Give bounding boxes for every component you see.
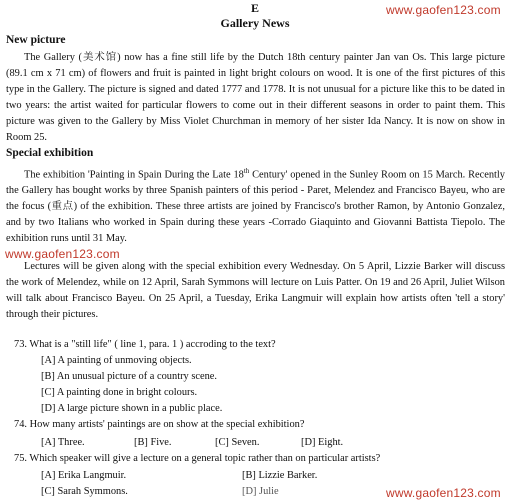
q75-option-b: [B] Lizzie Barker. <box>242 470 318 481</box>
question-73: 73. What is a "still life" ( line 1, para. 1 ) accroding to the text? <box>14 339 276 350</box>
superscript-th: th <box>243 167 250 175</box>
paragraph-exhibition-rest: Century' opened in the Sunley Room on 15 March. Recently the Gallery has bought works by three Spanish painters of this period - Paret, Melendez and Francisco Bayeu, who are the focus (重点) of the exhibition. These three artists are joined by Francisco's brother Ramon, by Antonio Gonzalez, and by two Italians who worked in Spain during these years -Corrado Giaquinto and Giovanni Battista Tiepolo. The exhibition runs until 31 May. <box>6 169 505 245</box>
watermark-middle: www.gaofen123.com <box>5 247 120 261</box>
paragraph-exhibition <box>6 163 505 247</box>
heading-new-picture: New picture <box>6 34 66 46</box>
question-74: 74. How many artists' paintings are on show at the special exhibition? <box>14 419 305 430</box>
watermark-bottom: www.gaofen123.com <box>386 486 501 500</box>
paragraph-new-picture: The Gallery (美术馆) now has a fine still life by the Dutch 18th century painter Jan van Os. This large picture (89.1 cm x 71 cm) of flowers and fruit is painted in light bright colours on wood. It is one of the first pictures of this type in the Gallery. The picture is signed and dated 1777 and 1778. It is not unusual for a picture like this to be dated in two years: the artist waited for particular flowers to come out in their different seasons in order to paint them. This picture was given to the Gallery by Miss Violet Churchman in memory of her sister Ida Nancy. It is now on show in Room 25. <box>6 52 505 143</box>
q73-option-b: [B] An unusual picture of a country scene. <box>41 371 218 382</box>
section-letter: E <box>250 1 259 15</box>
question-75: 75. Which speaker will give a lecture on a general topic rather than on particular artists? <box>14 453 381 464</box>
q73-option-c: [C] A painting done in bright colours. <box>41 387 198 398</box>
page-title: Gallery News <box>220 16 290 30</box>
q75-option-d: [D] Julie <box>242 486 279 497</box>
paragraph-lectures: Lectures will be given along with the special exhibition every Wednesday. On 5 April, Lizzie Barker will discuss the work of Melendez, while on 12 April, Sarah Symmons will lecture on Luis Patter. On 19 and 26 April, Juliet Wilson will talk about Francisco Bayeu. On 25 April, a Tuesday, Erika Langmuir will explain how artists often 'tell a story' through their pictures. <box>6 261 505 320</box>
watermark-top: www.gaofen123.com <box>386 3 501 17</box>
q74-option-a: [A] Three. <box>41 437 85 448</box>
heading-special-exhibition: Special exhibition <box>6 147 94 159</box>
q74-option-c: [C] Seven. <box>215 437 260 448</box>
q74-option-d: [D] Eight. <box>301 437 344 448</box>
q75-option-c: [C] Sarah Symmons. <box>41 486 128 497</box>
q75-option-a: [A] Erika Langmuir. <box>41 470 127 481</box>
q73-option-a: [A] A painting of unmoving objects. <box>41 355 192 366</box>
q74-option-b: [B] Five. <box>134 437 172 448</box>
q73-option-d: [D] A large picture shown in a public place. <box>41 403 223 414</box>
paragraph-exhibition-start: The exhibition 'Painting in Spain During the Late 18 <box>24 169 244 181</box>
